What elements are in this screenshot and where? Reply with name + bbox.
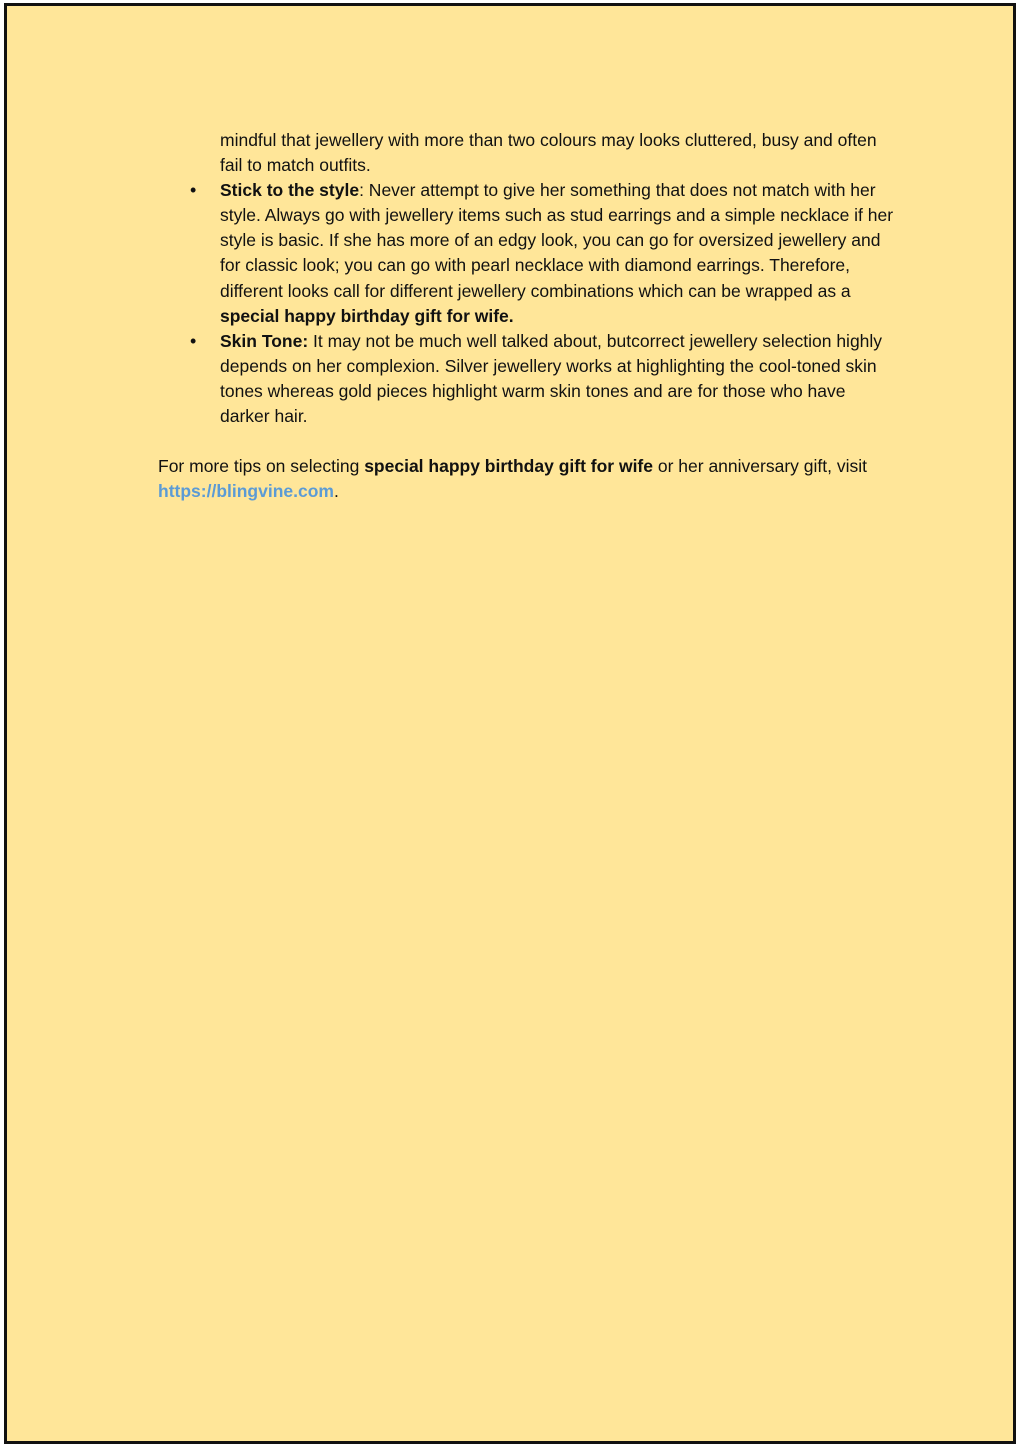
- bullet-icon: •: [190, 330, 197, 351]
- list-item-skin-tone: [158, 329, 898, 429]
- list-item-stick-to-style: [158, 178, 898, 329]
- closing-prefix: For more tips on selecting: [158, 456, 365, 477]
- document-body: [158, 128, 898, 504]
- list-item-title: Stick to the style: [220, 180, 360, 201]
- continued-paragraph: mindful that jewellery with more than two colours may looks cluttered, busy and often fail to match outfits.: [220, 130, 877, 176]
- closing-middle: or her anniversary gift, visit: [653, 456, 867, 477]
- closing-suffix: .: [333, 481, 339, 502]
- closing-highlight: special happy birthday gift for wife: [364, 456, 653, 477]
- bullet-icon: •: [190, 180, 197, 201]
- list-item-text: It may not be much well talked about, butcorrect jewellery selection highly depends on her complexion. Silver jewellery works at highlighting the cool-toned skin tones whereas gold pieces highlight warm skin tones and are for those who have darker hair.: [220, 330, 883, 427]
- list-item-highlight: special happy birthday gift for wife.: [220, 305, 514, 326]
- document-page: [4, 3, 1016, 1444]
- tips-list: [158, 178, 898, 429]
- list-item-title: Skin Tone:: [220, 330, 309, 351]
- blingvine-link[interactable]: https://blingvine.com: [158, 481, 334, 502]
- closing-paragraph: [158, 454, 898, 504]
- list-item-text: : Never attempt to give her something that does not match with her style. Always go with jewellery items such as stud earrings and a simple necklace if her style is basic. If she has more of an edgy look, you can go for oversized jewellery and for classic look; you can go with pearl necklace with diamond earrings. Therefore, different looks call for different jewellery combinations which can be wrapped as a: [220, 180, 894, 301]
